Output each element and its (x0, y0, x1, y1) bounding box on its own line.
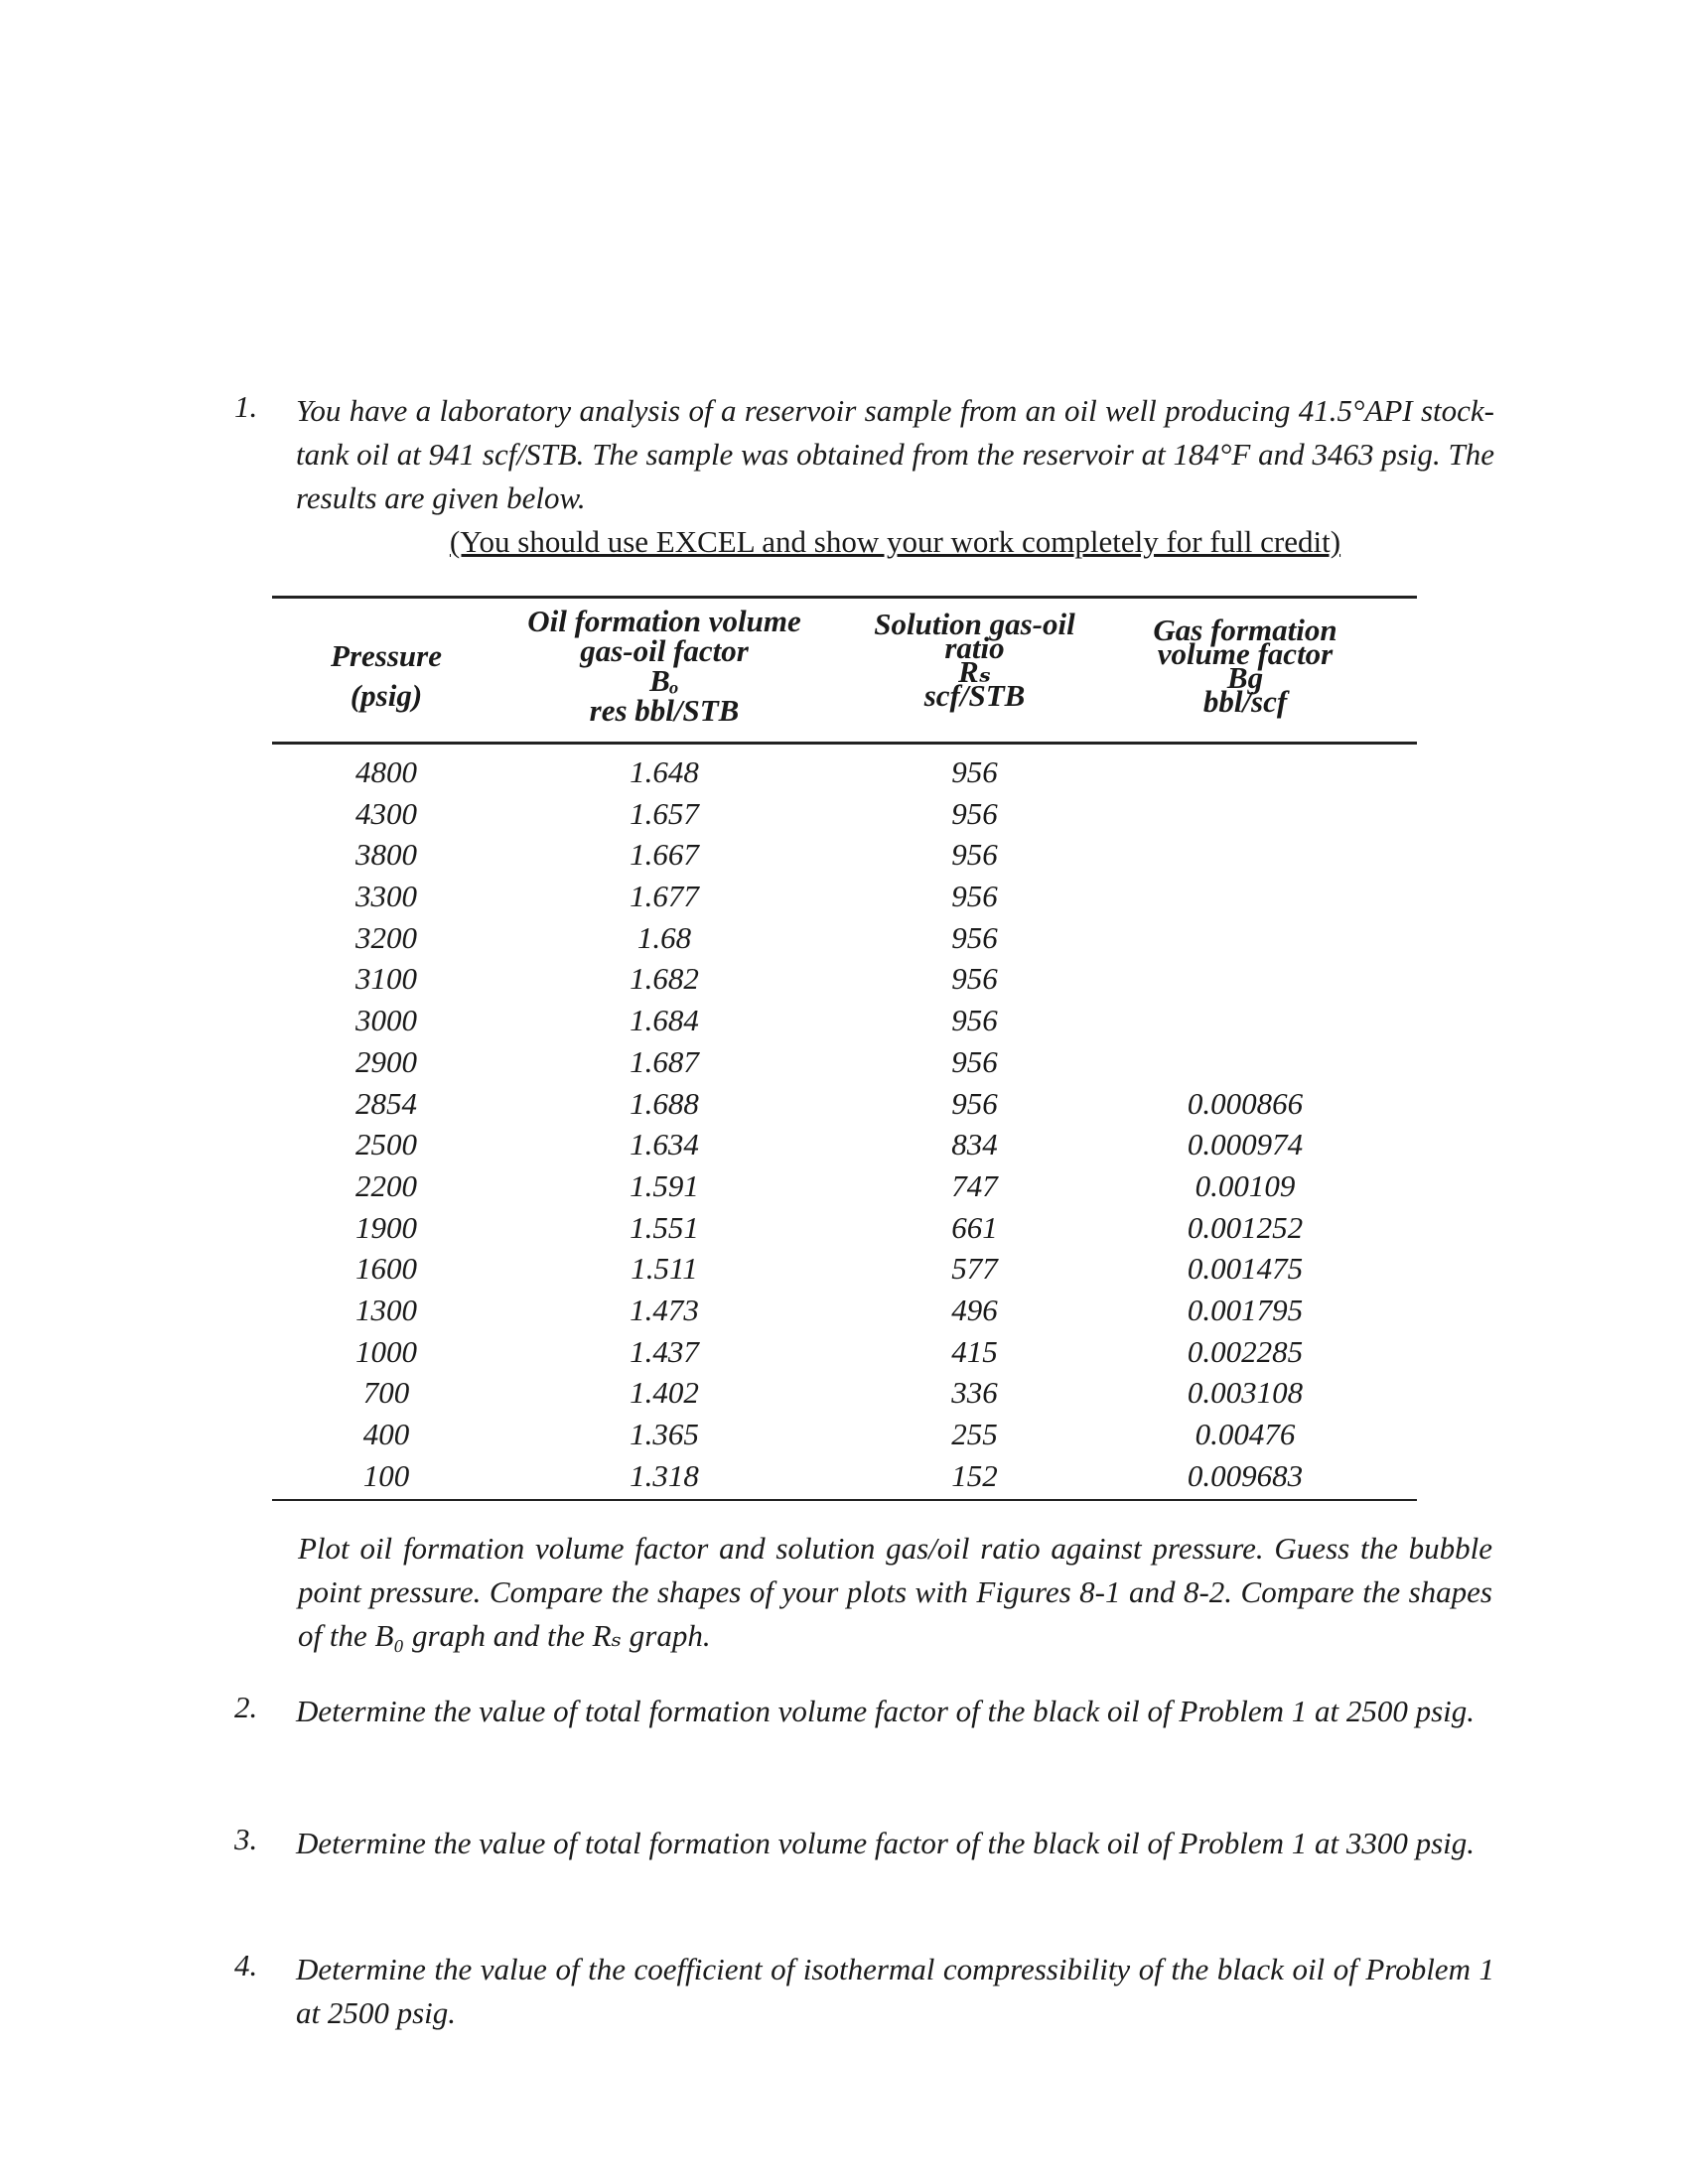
cell-bo: 1.688 (630, 1085, 699, 1121)
cell-bo: 1.68 (636, 919, 692, 955)
cell-rs: 577 (951, 1251, 998, 1287)
table-row (272, 1123, 1417, 1164)
problem-1-followup: Plot oil formation volume factor and solution gas/oil ratio against pressure. Guess the bubble point pressure. Compare the shapes of your plots with Figures 8-1 and 8-2. Compare the shapes of the B₀ graph and the Rₛ graph. (298, 1531, 1492, 1653)
cell-bg: 0.000866 (1187, 1085, 1304, 1121)
cell-bo: 1.402 (630, 1375, 699, 1411)
cell-pressure: 2500 (355, 1127, 417, 1162)
cell-rs: 255 (951, 1417, 998, 1451)
cell-rs: 496 (951, 1292, 998, 1327)
table-row (272, 833, 1417, 875)
cell-bo: 1.687 (630, 1043, 699, 1079)
table-row (272, 1413, 1417, 1454)
cell-bo: 1.365 (630, 1417, 699, 1451)
cell-bo: 1.551 (630, 1209, 699, 1245)
pvt-table (272, 596, 1417, 1501)
cell-pressure: 3100 (355, 961, 417, 997)
cell-bo: 1.667 (630, 837, 699, 873)
cell-rs: 956 (951, 1003, 998, 1038)
cell-rs: 956 (951, 795, 998, 831)
cell-pressure: 400 (362, 1417, 410, 1451)
cell-pressure: 2854 (355, 1085, 417, 1121)
cell-rs: 956 (951, 1085, 998, 1121)
cell-bg: 0.00109 (1195, 1167, 1296, 1203)
cell-rs: 956 (951, 961, 998, 997)
table-row (272, 1206, 1417, 1248)
table-header (272, 599, 1417, 742)
cell-pressure: 1300 (355, 1292, 417, 1327)
cell-bo: 1.677 (630, 879, 699, 914)
table-row (272, 1040, 1417, 1082)
problem-4-text: Determine the value of the coefficient of isothermal compressibility of the black oil of Problem 1 at 2500 psig. (296, 1952, 1494, 2030)
header-rs: Solution gas-oil ratio Rₛ scf/STB (874, 607, 1075, 713)
table-row (272, 957, 1417, 999)
table-row (272, 999, 1417, 1040)
cell-rs: 956 (951, 837, 998, 873)
cell-bo: 1.473 (630, 1292, 699, 1327)
problem-2-number: 2. (234, 1690, 258, 1724)
cell-bg: 0.003108 (1187, 1375, 1304, 1411)
table-row (272, 1082, 1417, 1124)
cell-bg: 0.000974 (1187, 1127, 1304, 1162)
problem-3-text: Determine the value of total formation volume factor of the black oil of Problem 1 at 3300 psig. (296, 1826, 1476, 1860)
problem-4-number: 4. (234, 1948, 258, 1982)
cell-rs: 152 (951, 1457, 998, 1493)
cell-bo: 1.318 (630, 1457, 699, 1493)
cell-pressure: 3200 (355, 919, 417, 955)
cell-rs: 747 (951, 1167, 998, 1203)
problem-3-number: 3. (234, 1822, 258, 1856)
problem-1-text: You have a laboratory analysis of a reservoir sample from an oil well producing 41.5°API stock-tank oil at 941 scf/STB. The sample was obtained from the reservoir at 184°F and 3463 psig. The results are given below. (296, 393, 1494, 515)
cell-rs: 956 (951, 919, 998, 955)
table-row (272, 792, 1417, 834)
table-body (272, 745, 1417, 1499)
problem-4 (234, 1948, 1494, 2035)
cell-pressure: 1600 (355, 1251, 417, 1287)
cell-bo: 1.657 (630, 795, 699, 831)
problem-1 (234, 389, 1494, 564)
cell-bo: 1.684 (630, 1003, 699, 1038)
cell-bg: 0.001252 (1187, 1209, 1304, 1245)
cell-rs: 661 (951, 1209, 998, 1245)
cell-bg: 0.00476 (1195, 1417, 1296, 1451)
cell-rs: 336 (951, 1375, 998, 1411)
cell-rs: 956 (951, 1043, 998, 1079)
cell-bo: 1.511 (631, 1251, 698, 1287)
cell-bo: 1.648 (630, 754, 699, 789)
table-row (272, 1289, 1417, 1330)
cell-rs: 834 (951, 1127, 998, 1162)
cell-pressure: 4300 (355, 795, 417, 831)
cell-rs: 415 (951, 1333, 998, 1369)
cell-pressure: 1900 (355, 1209, 417, 1245)
cell-bg: 0.009683 (1187, 1457, 1304, 1493)
cell-pressure: 3000 (355, 1003, 417, 1038)
cell-bo: 1.437 (630, 1333, 699, 1369)
problem-1-number: 1. (234, 389, 258, 424)
table-row (272, 916, 1417, 958)
cell-bg: 0.001475 (1187, 1251, 1304, 1287)
cell-bg: 0.002285 (1187, 1333, 1304, 1369)
table-row (272, 751, 1417, 792)
table-row (272, 1454, 1417, 1496)
cell-bo: 1.591 (630, 1167, 699, 1203)
cell-pressure: 1000 (355, 1333, 417, 1369)
cell-pressure: 700 (362, 1375, 410, 1411)
cell-rs: 956 (951, 879, 998, 914)
table-row (272, 1371, 1417, 1413)
table-row (272, 1330, 1417, 1372)
cell-pressure: 2200 (355, 1167, 417, 1203)
cell-pressure: 3800 (355, 837, 417, 873)
cell-bo: 1.634 (630, 1127, 699, 1162)
cell-pressure: 4800 (355, 754, 417, 789)
cell-rs: 956 (951, 754, 998, 789)
header-bo: Oil formation volume gas-oil factor Bₒ res bbl/STB (527, 604, 801, 728)
header-pressure: Pressure (psig) (331, 638, 442, 713)
problem-2 (234, 1690, 1494, 1733)
table-bottom-rule (272, 1499, 1417, 1501)
cell-pressure: 2900 (355, 1043, 417, 1079)
table-row (272, 1164, 1417, 1206)
header-bg: Gas formation volume factor Bg bbl/scf (1153, 613, 1337, 719)
problem-2-text: Determine the value of total formation volume factor of the black oil of Problem 1 at 2500 psig. (296, 1694, 1476, 1728)
excel-note: (You should use EXCEL and show your work completely for full credit) (449, 524, 1341, 559)
table-row (272, 875, 1417, 916)
cell-pressure: 3300 (355, 879, 417, 914)
table-row (272, 1247, 1417, 1289)
problem-3 (234, 1822, 1494, 1865)
cell-pressure: 100 (362, 1457, 410, 1493)
cell-bg: 0.001795 (1187, 1292, 1304, 1327)
cell-bo: 1.682 (630, 961, 699, 997)
